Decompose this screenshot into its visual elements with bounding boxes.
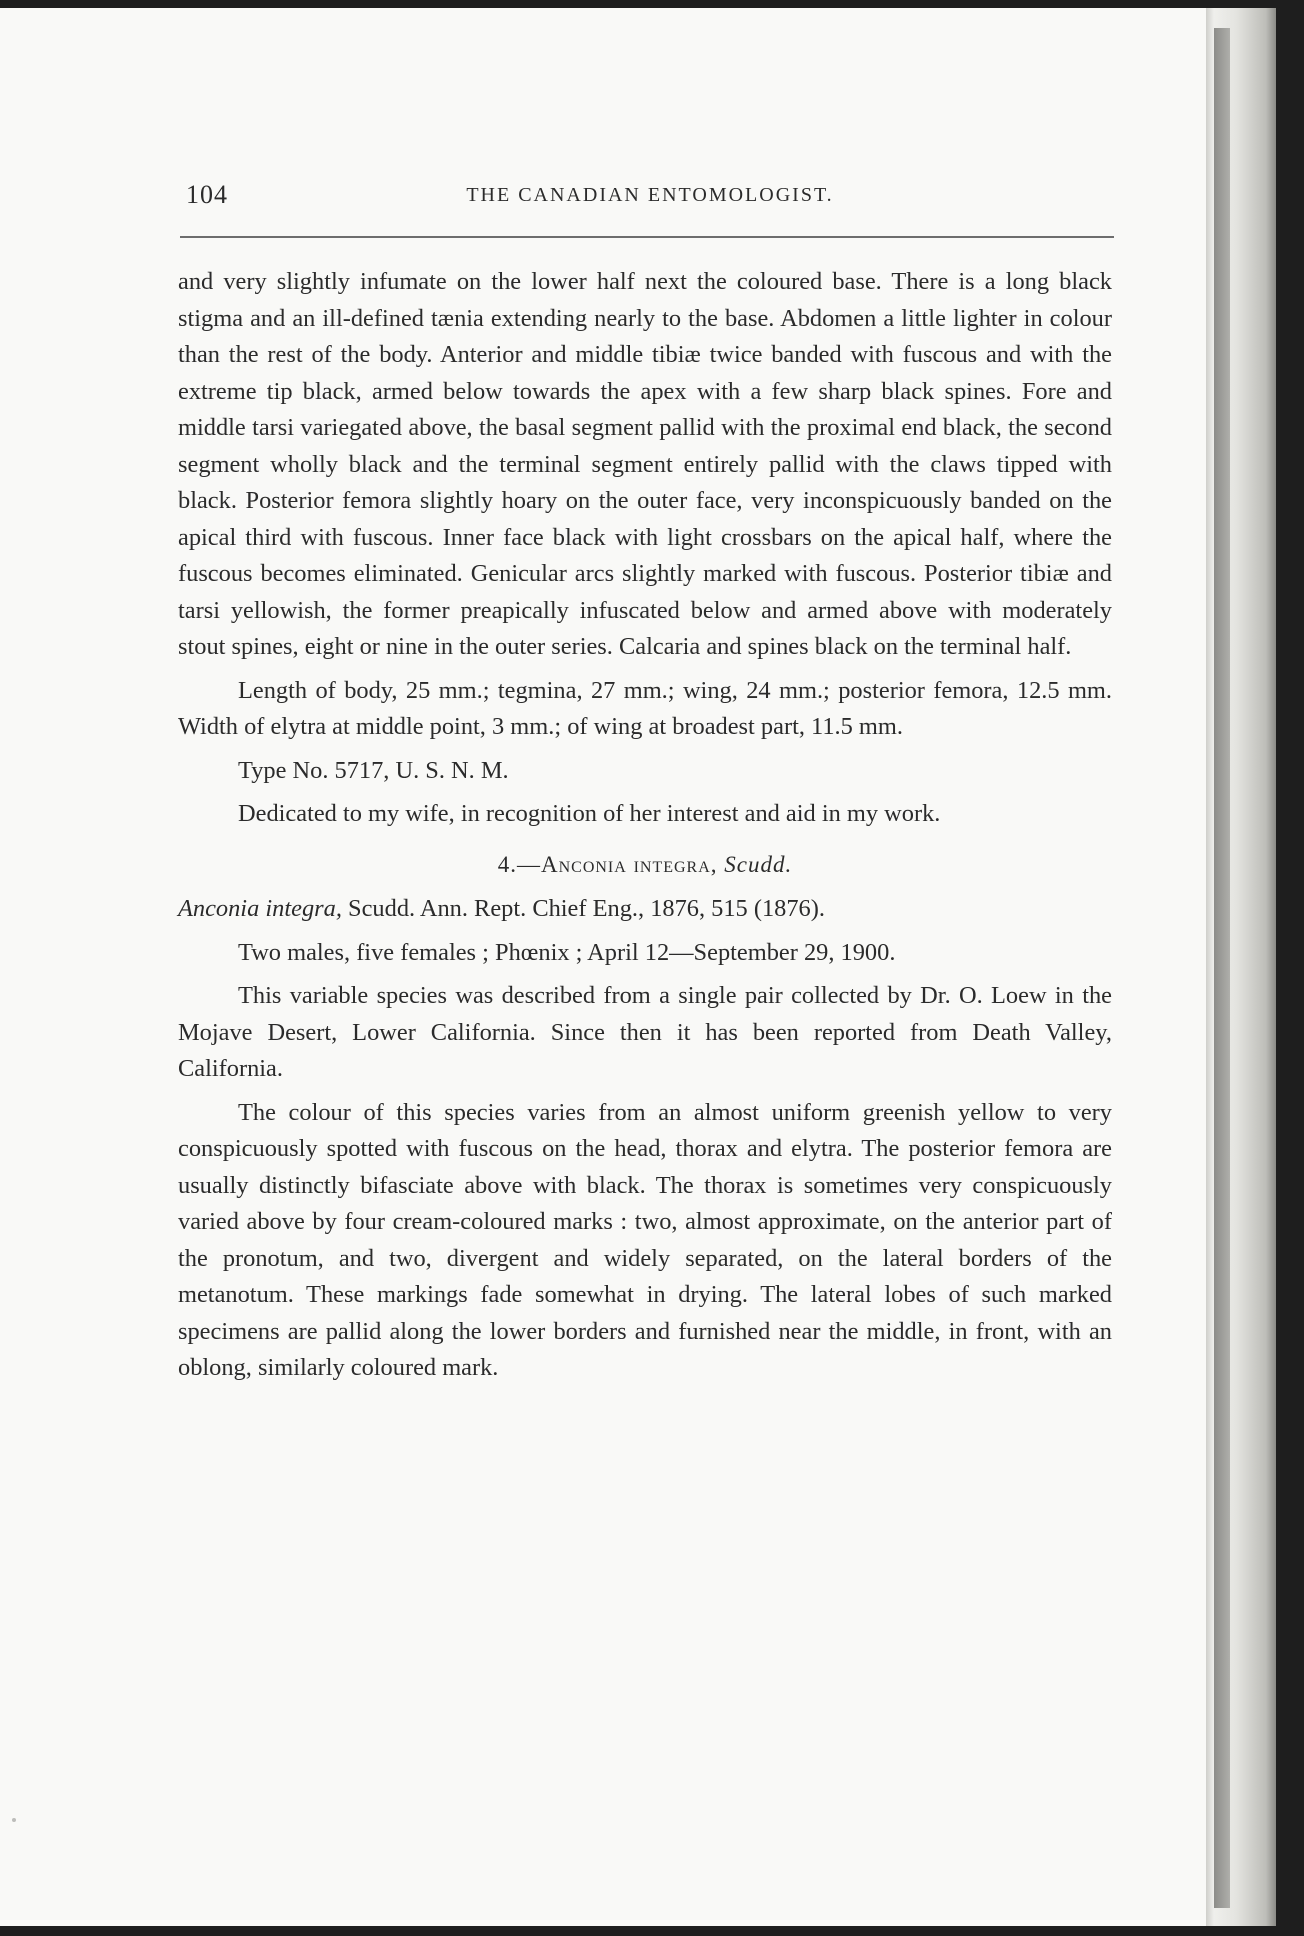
page-edge-shadow [1206,8,1276,1926]
paragraph-continuation: and very slightly infumate on the lower half next the coloured base. There is a long black stigma and an ill-defined tænia extending nearly to the base. Abdomen a little lighter in colour than the rest of the body. Anterior and middle tibiæ twice banded with fuscous and with the extreme tip black, armed below towards the apex with a few sharp black spines. Fore and middle tarsi variegated above, the basal segment pallid with the proximal end black, the second segment wholly black and the terminal segment entirely pallid with the claws tipped with black. Posterior femora slightly hoary on the outer face, very inconspicuously banded on the apical third with fuscous. Inner face black with light crossbars on the apical half, where the fuscous becomes eliminated. Genicular arcs slightly marked with fuscous. Posterior tibiæ and tarsi yellowish, the former preapically infuscated below and armed above with moderately stout spines, eight or nine in the outer series. Calcaria and spines black on the terminal half. [178,268,1112,660]
paragraph-dedication: Dedicated to my wife, in recognition of her interest and aid in my work. [238,800,941,827]
species-heading [178,847,1112,884]
species-number: 4.— [497,851,541,877]
citation [178,891,1112,928]
species-name: Anconia integra, [540,851,718,877]
paragraph-colour: The colour of this species varies from an almost uniform greenish yellow to very conspicuously spotted with fuscous on the head, thorax and elytra. The posterior femora are usually distinctly bifasciate above with black. The thorax is sometimes very conspicuously varied above by four cream-coloured marks : two, almost approximate, on the anterior part of the pronotum, and two, divergent and widely separated, on the lateral borders of the metanotum. These markings fade somewhat in drying. The lateral lobes of such marked specimens are pallid along the lower borders and furnished near the middle, in front, with an oblong, similarly coloured mark. [178,1098,1112,1381]
body-text [178,264,1112,1387]
paragraph-measurements: Length of body, 25 mm.; tegmina, 27 mm.; wing, 24 mm.; posterior femora, 12.5 mm. Width of elytra at middle point, 3 mm.; of wing at broadest part, 11.5 mm. [178,676,1112,740]
species-author: Scudd. [724,851,793,877]
scan-speck [12,1818,16,1822]
paragraph-distribution: This variable species was described from a single pair collected by Dr. O. Loew in the Mojave Desert, Lower California. Since then it has been reported from Death Valley, California. [178,982,1112,1082]
page-header [186,180,1114,220]
paragraph-specimens: Two males, five females ; Phœnix ; April 12—September 29, 1900. [238,938,896,966]
page-number: 104 [186,180,228,209]
citation-name: Anconia integra, [178,895,342,922]
citation-text: Scudd. Ann. Rept. Chief Eng., 1876, 515 (1876). [341,895,825,922]
header-rule [180,236,1114,238]
running-title: THE CANADIAN ENTOMOLOGIST. [466,184,834,206]
binding-strip [1214,28,1230,1908]
paragraph-type: Type No. 5717, U. S. N. M. [238,756,509,784]
